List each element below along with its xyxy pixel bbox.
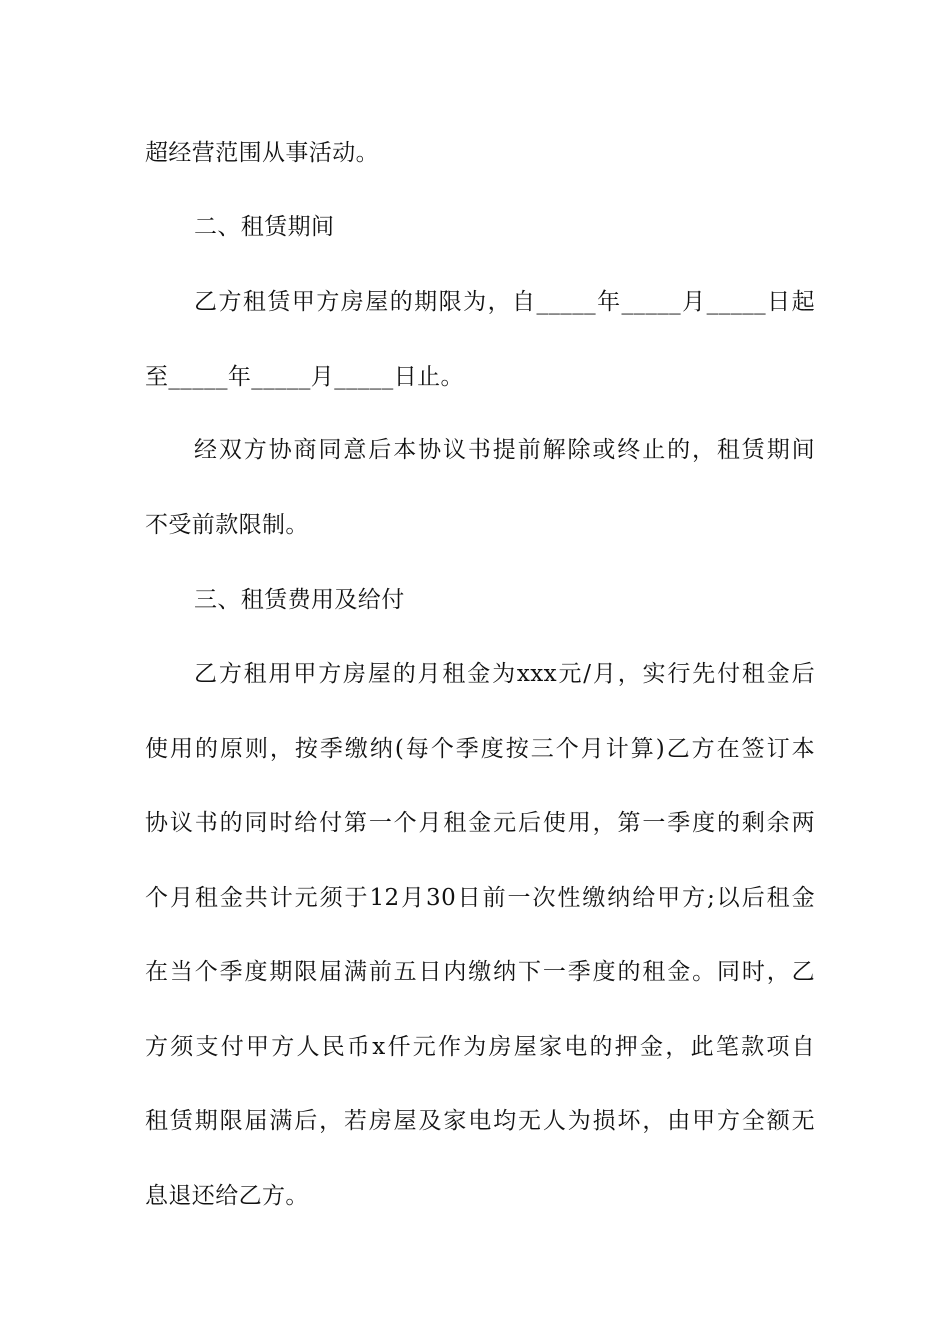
paragraph-line: 协议书的同时给付第一个月租金元后使用，第一季度的剩余两 — [145, 810, 815, 836]
paragraph-line: 乙方租赁甲方房屋的期限为，自_____年_____月_____日起 — [194, 289, 815, 315]
paragraph-line: 租赁期限届满后，若房屋及家电均无人为损坏，由甲方全额无 — [145, 1108, 815, 1134]
section-heading-rent-payment: 三、租赁费用及给付 — [194, 587, 405, 613]
paragraph-line: 经双方协商同意后本协议书提前解除或终止的，租赁期间 — [194, 437, 815, 463]
paragraph-line: 使用的原则，按季缴纳(每个季度按三个月计算)乙方在签订本 — [145, 736, 815, 762]
section-heading-lease-period: 二、租赁期间 — [194, 214, 335, 240]
paragraph-line: 超经营范围从事活动。 — [145, 140, 379, 166]
paragraph-line: 在当个季度期限届满前五日内缴纳下一季度的租金。同时，乙 — [145, 959, 815, 985]
paragraph-line: 至_____年_____月_____日止。 — [145, 364, 464, 390]
paragraph-line: 方须支付甲方人民币x仟元作为房屋家电的押金，此笔款项自 — [145, 1034, 815, 1060]
paragraph-line: 个月租金共计元须于12月30日前一次性缴纳给甲方;以后租金 — [145, 885, 815, 911]
paragraph-line: 不受前款限制。 — [145, 512, 309, 538]
paragraph-line: 息退还给乙方。 — [145, 1183, 309, 1209]
paragraph-line: 乙方租用甲方房屋的月租金为xxx元/月，实行先付租金后 — [194, 661, 815, 687]
